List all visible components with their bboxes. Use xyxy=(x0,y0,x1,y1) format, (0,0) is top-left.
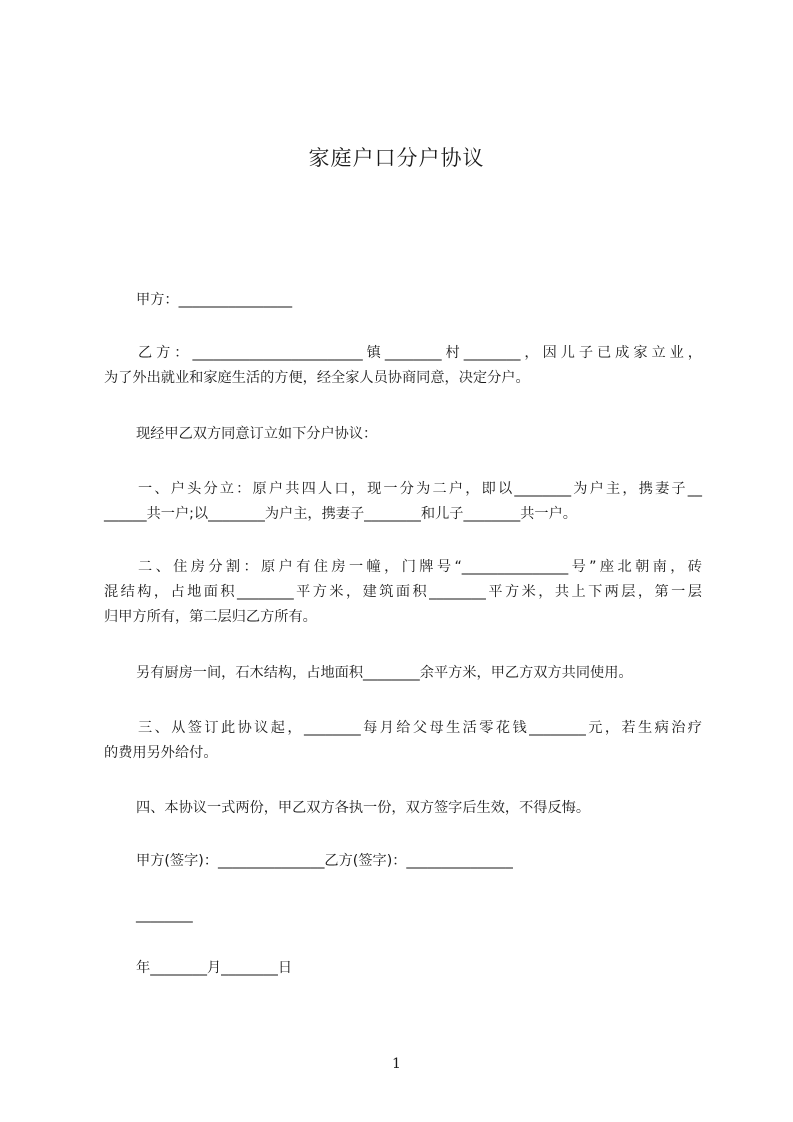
clause-4-line: 四、本协议一式两份，甲乙双方各执一份，双方签字后生效，不得反悔。 xyxy=(136,800,591,816)
clause-2-paragraph xyxy=(104,555,702,630)
clause-1-paragraph xyxy=(104,477,702,527)
party-b-line-2: 为了外出就业和家庭生活的方便，经全家人员协商同意，决定分户。 xyxy=(104,370,530,386)
party-a-line: 甲方：________________ xyxy=(136,292,293,308)
clause-3-line-2: 的费用另外给付。 xyxy=(104,745,218,761)
clause-2-line-2: 混结构，占地面积________平方米，建筑面积________平方米，共上下两层，第一层 xyxy=(104,584,702,600)
signature-continuation: ________ xyxy=(136,907,193,923)
clause-1-line-1: 一、户头分立：原户共四人口，现一分为二户，即以________为户主，携妻子__ xyxy=(138,481,702,497)
clause-2-line-1: 二、住房分割：原户有住房一幢，门牌号“_______________号”座北朝南，砖 xyxy=(138,559,702,575)
party-b-line-1: 乙方：________________________镇________村________，因儿子已成家立业， xyxy=(138,345,702,361)
date-line: 年________月________日 xyxy=(136,960,293,976)
document-title: 家庭户口分户协议 xyxy=(308,146,485,170)
clause-2-extra: 另有厨房一间，石木结构，占地面积________余平方米，甲乙方双方共同使用。 xyxy=(136,665,633,681)
clause-3-line-1: 三、从签订此协议起，________每月给父母生活零花钱________元，若生病治疗 xyxy=(138,720,702,736)
intro-line: 现经甲乙双方同意订立如下分户协议： xyxy=(136,426,378,442)
signature-line: 甲方(签字)：_______________乙方(签字)：_______________ xyxy=(136,853,513,869)
party-b-paragraph xyxy=(104,341,702,391)
clause-2-line-3: 归甲方所有，第二层归乙方所有。 xyxy=(104,609,317,625)
clause-3-paragraph xyxy=(104,716,702,766)
clause-1-line-2: ______共一户;以________为户主，携妻子________和儿子________共一户。 xyxy=(104,506,577,522)
page-number: 1 xyxy=(392,1056,401,1072)
